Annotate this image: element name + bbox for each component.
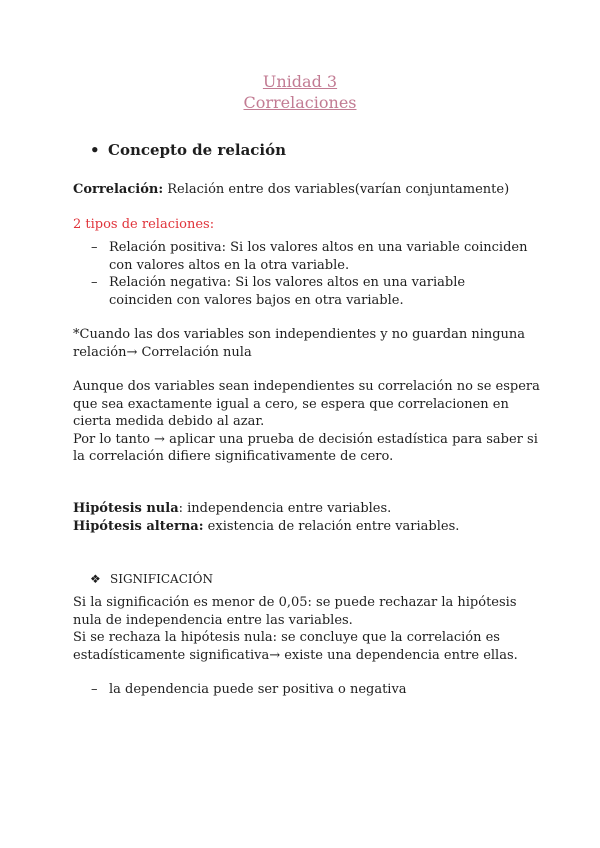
diamond-bullet-icon: ❖ (90, 572, 101, 586)
note-paragraph: *Cuando las dos variables son independientes y no guardan ninguna relación→ Correlación nula (73, 327, 526, 360)
bullet-icon: • (90, 141, 100, 159)
independence-paragraph (73, 378, 543, 466)
paragraph-line-1: Aunque dos variables sean independientes su correlación no se espera que sea exactamente igual a cero, se espera que correlacionen en cierta medida debido al azar. (73, 379, 540, 429)
dash-icon: – (91, 275, 98, 290)
hypotheses-block (73, 500, 543, 535)
alt-text: existencia de relación entre variables. (203, 518, 460, 534)
dash-icon: – (91, 240, 98, 255)
list-item-text: la dependencia puede ser positiva o negativa (109, 682, 407, 697)
section-heading (90, 140, 286, 160)
types-heading: 2 tipos de relaciones: (73, 217, 215, 232)
definition-line (73, 181, 543, 199)
alt-hypothesis (73, 518, 543, 536)
significance-text (73, 594, 543, 664)
unit-title: Unidad 3 (262, 72, 338, 91)
significance-p1: Si la significación es menor de 0,05: se puede rechazar la hipótesis nula de independencia entre las variables. (73, 595, 517, 628)
null-hypothesis (73, 500, 543, 518)
null-text: : independencia entre variables. (178, 501, 392, 516)
section-heading-text: Concepto de relación (108, 141, 287, 159)
definition-term: Correlación: (73, 182, 164, 197)
list-item-text: Relación negativa: Si los valores altos en una variable coinciden con valores bajos en otra variable. (109, 275, 466, 308)
dash-icon: – (91, 682, 98, 697)
definition-text: Relación entre dos variables(varían conjuntamente) (163, 182, 510, 197)
list-item-text: Relación positiva: Si los valores altos en una variable coinciden con valores altos en la otra variable. (109, 240, 528, 273)
significance-heading-text: SIGNIFICACIÓN (110, 572, 213, 586)
significance-heading (90, 571, 213, 589)
paragraph-line-2: Por lo tanto → aplicar una prueba de decisión estadística para saber si la correlación difiere significativamente de cero. (73, 431, 538, 464)
null-term: Hipótesis nula (73, 501, 179, 516)
alt-term: Hipótesis alterna: (73, 518, 204, 534)
significance-p2: Si se rechaza la hipótesis nula: se concluye que la correlación es estadísticamente significativa→ existe una dependencia entre ellas. (73, 630, 518, 663)
topic-title: Correlaciones (243, 93, 357, 112)
